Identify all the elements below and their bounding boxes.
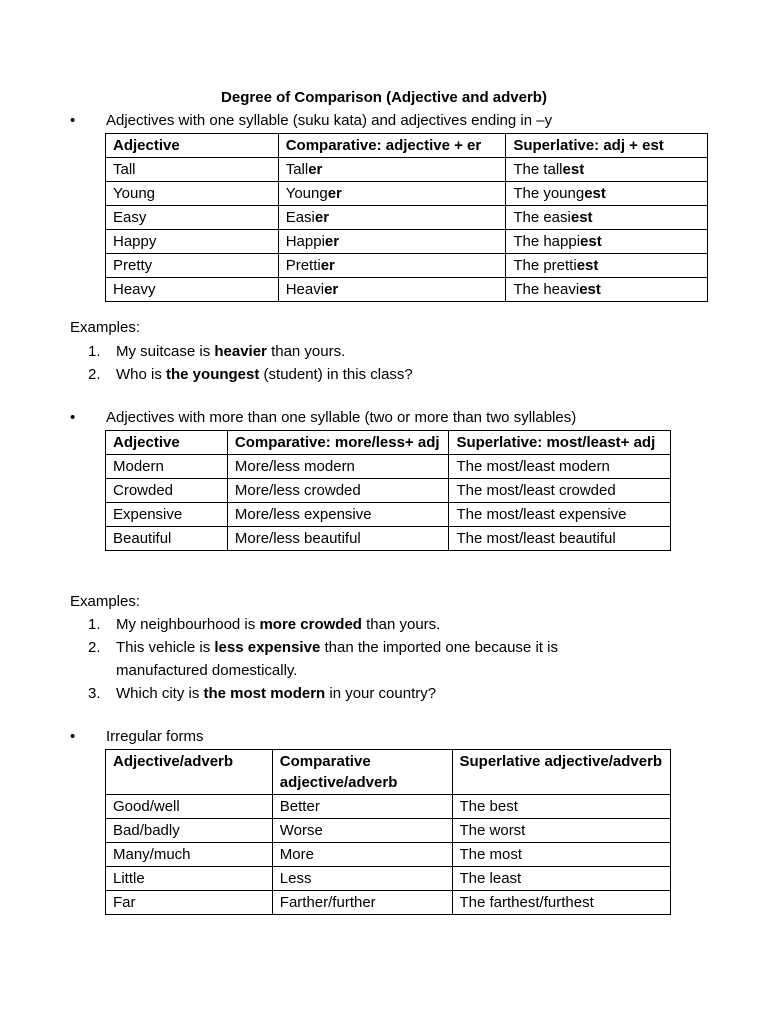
- cell-suffix: er: [327, 185, 342, 202]
- table-row: [106, 455, 671, 479]
- column-header: Superlative adjective/adverb: [452, 750, 671, 795]
- table-cell: Modern: [106, 455, 228, 479]
- table-cell: [506, 230, 708, 254]
- example-number: 2.: [88, 639, 101, 656]
- example-highlight: the youngest: [166, 366, 260, 383]
- example-highlight: less expensive: [214, 639, 321, 656]
- cell-text: Easi: [285, 209, 315, 226]
- example-text: This vehicle is: [116, 639, 215, 656]
- table-cell: More: [272, 843, 452, 867]
- cell-text: Pretti: [285, 257, 321, 274]
- section1-bullet-text: Adjectives with one syllable (suku kata) and adjectives ending in –y: [106, 112, 553, 129]
- table-cell: [506, 278, 708, 302]
- table-cell: [106, 254, 279, 278]
- table-cell: Expensive: [106, 503, 228, 527]
- table-cell: Farther/further: [272, 891, 452, 915]
- table-cell: [106, 182, 279, 206]
- table-cell: More/less modern: [227, 455, 449, 479]
- column-header: Adjective/adverb: [106, 750, 273, 795]
- example-text: than yours.: [266, 343, 346, 360]
- table-header-row: [106, 750, 671, 795]
- example-text: My neighbourhood is: [116, 616, 260, 633]
- example-item: [88, 682, 648, 705]
- cell-suffix: er: [324, 281, 339, 298]
- table-cell: Crowded: [106, 479, 228, 503]
- table-cell: More/less crowded: [227, 479, 449, 503]
- cell-text: The happi: [513, 233, 581, 250]
- table-cell: [506, 182, 708, 206]
- cell-suffix: er: [324, 233, 340, 250]
- table-row: [106, 795, 671, 819]
- cell-text: The easi: [513, 209, 571, 226]
- section2-bullet: [70, 409, 576, 426]
- table-cell: [506, 158, 708, 182]
- cell-suffix: est: [580, 233, 602, 250]
- table-row: [106, 230, 708, 254]
- table-cell: Far: [106, 891, 273, 915]
- column-header: Comparative: more/less+ adj: [227, 431, 449, 455]
- table-cell: [278, 254, 506, 278]
- cell-text: The pretti: [513, 257, 577, 274]
- cell-text: Easy: [113, 209, 147, 226]
- table-cell: The least: [452, 867, 671, 891]
- table-header-row: [106, 134, 708, 158]
- table-cell: The most: [452, 843, 671, 867]
- cell-suffix: est: [562, 161, 585, 178]
- example-number: 1.: [88, 616, 101, 633]
- example-text: Who is: [116, 366, 167, 383]
- bullet-icon: •: [70, 112, 76, 129]
- example-highlight: heavier: [214, 343, 267, 360]
- table-cell: The most/least beautiful: [449, 527, 671, 551]
- section3-bullet-text: Irregular forms: [106, 728, 204, 745]
- table-row: [106, 819, 671, 843]
- example-item: [88, 363, 648, 386]
- table-cell: [506, 254, 708, 278]
- table-row: [106, 278, 708, 302]
- example-number: 1.: [88, 343, 101, 360]
- bullet-icon: •: [70, 728, 76, 745]
- column-header: Superlative: adj + est: [506, 134, 708, 158]
- section2-examples-list: [88, 613, 648, 705]
- column-header: Comparative: adjective + er: [278, 134, 506, 158]
- section1-bullet: [70, 112, 552, 129]
- table-cell: Little: [106, 867, 273, 891]
- cell-text: Heavi: [285, 281, 325, 298]
- example-item: [88, 613, 648, 636]
- table-one-syllable: [105, 133, 708, 302]
- cell-text: Pretty: [113, 257, 153, 274]
- table-row: [106, 182, 708, 206]
- table-header-row: [106, 431, 671, 455]
- table-row: [106, 867, 671, 891]
- example-highlight: the most modern: [203, 685, 326, 702]
- table-row: [106, 479, 671, 503]
- table-cell: Beautiful: [106, 527, 228, 551]
- table-cell: [278, 278, 506, 302]
- cell-text: Young: [113, 185, 155, 202]
- example-highlight: more crowded: [259, 616, 362, 633]
- cell-text: Happi: [285, 233, 325, 250]
- table-irregular-forms: [105, 749, 671, 915]
- section2-bullet-text: Adjectives with more than one syllable (two or more than two syllables): [106, 409, 577, 426]
- cell-suffix: er: [320, 257, 335, 274]
- table-cell: Less: [272, 867, 452, 891]
- table-cell: [278, 182, 506, 206]
- cell-suffix: est: [570, 209, 593, 226]
- table-row: [106, 527, 671, 551]
- column-header: Adjective: [106, 134, 279, 158]
- column-header: Superlative: most/least+ adj: [449, 431, 671, 455]
- cell-text: Tall: [113, 161, 136, 178]
- table-cell: [278, 206, 506, 230]
- table-cell: Many/much: [106, 843, 273, 867]
- table-cell: The most/least crowded: [449, 479, 671, 503]
- table-cell: [106, 230, 279, 254]
- table-row: [106, 843, 671, 867]
- table-cell: Bad/badly: [106, 819, 273, 843]
- table-row: [106, 503, 671, 527]
- cell-text: The tall: [513, 161, 563, 178]
- table-multi-syllable: [105, 430, 671, 551]
- table-row: [106, 206, 708, 230]
- cell-suffix: er: [314, 209, 330, 226]
- table-row: [106, 254, 708, 278]
- table-cell: More/less beautiful: [227, 527, 449, 551]
- example-number: 2.: [88, 366, 101, 383]
- example-text: than the imported one because it is: [320, 639, 558, 656]
- document-title: Degree of Comparison (Adjective and adverb): [221, 89, 547, 106]
- table-row: [106, 891, 671, 915]
- example-text: Which city is: [116, 685, 204, 702]
- table-cell: The worst: [452, 819, 671, 843]
- section1-examples-label: Examples:: [70, 319, 141, 336]
- cell-text: The young: [513, 185, 585, 202]
- cell-text: Tall: [285, 161, 309, 178]
- table-cell: [506, 206, 708, 230]
- cell-suffix: est: [579, 281, 601, 298]
- table-cell: [278, 230, 506, 254]
- table-cell: [278, 158, 506, 182]
- cell-suffix: est: [576, 257, 599, 274]
- example-text: My suitcase is: [116, 343, 215, 360]
- table-cell: The best: [452, 795, 671, 819]
- table-cell: Worse: [272, 819, 452, 843]
- column-header: Comparative adjective/adverb: [272, 750, 452, 795]
- cell-suffix: est: [584, 185, 606, 202]
- example-continuation: manufactured domestically.: [116, 662, 298, 679]
- example-text: in your country?: [325, 685, 437, 702]
- cell-text: Happy: [113, 233, 157, 250]
- table-cell: [106, 158, 279, 182]
- table-cell: [106, 206, 279, 230]
- table-cell: The most/least modern: [449, 455, 671, 479]
- example-text: (student) in this class?: [259, 366, 413, 383]
- example-item: [88, 340, 648, 363]
- table-cell: Good/well: [106, 795, 273, 819]
- table-cell: Better: [272, 795, 452, 819]
- cell-text: The heavi: [513, 281, 580, 298]
- section3-bullet: [70, 728, 204, 745]
- cell-suffix: er: [308, 161, 323, 178]
- table-cell: [106, 278, 279, 302]
- example-text: than yours.: [361, 616, 441, 633]
- example-number: 3.: [88, 685, 101, 702]
- section1-examples-list: [88, 340, 648, 386]
- column-header: Adjective: [106, 431, 228, 455]
- example-item: [88, 636, 648, 682]
- cell-text: Young: [285, 185, 328, 202]
- table-cell: The most/least expensive: [449, 503, 671, 527]
- table-row: [106, 158, 708, 182]
- cell-text: Heavy: [113, 281, 156, 298]
- bullet-icon: •: [70, 409, 76, 426]
- table-cell: The farthest/furthest: [452, 891, 671, 915]
- section2-examples-label: Examples:: [70, 593, 141, 610]
- table-cell: More/less expensive: [227, 503, 449, 527]
